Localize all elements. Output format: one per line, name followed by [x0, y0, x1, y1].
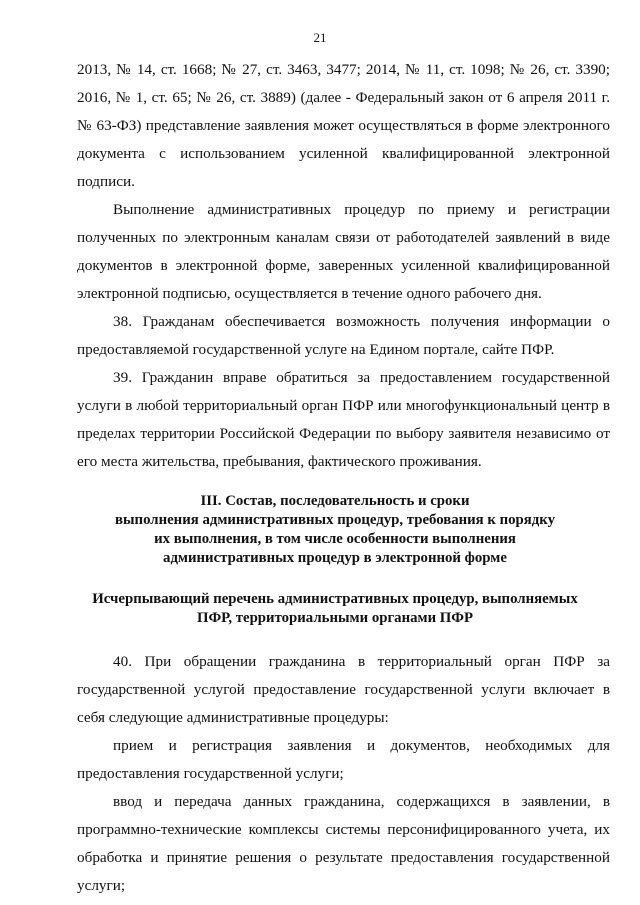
text-line: прием и регистрация заявления и документов, необходимых для	[113, 737, 610, 754]
text-line: 40. При обращении гражданина в территориальный орган ПФР за	[113, 653, 610, 670]
text-line: его места жительства, пребывания, фактического проживания.	[77, 453, 482, 470]
section-heading: III. Состав, последовательность и сроки	[200, 493, 470, 509]
text-line: государственной услугой предоставление государственной услуги включает в	[77, 681, 610, 698]
text-line: пределах территории Российской Федерации по выбору заявителя независимо от	[77, 425, 610, 442]
section-heading: административных процедур в электронной форме	[163, 550, 507, 566]
text-line: 39. Гражданин вправе обратиться за предоставлением государственной	[113, 369, 610, 386]
subheading: ПФР, территориальными органами ПФР	[196, 610, 474, 626]
text-line: Выполнение административных процедур по приему и регистрации	[113, 201, 610, 218]
text-line: предоставления государственной услуги;	[77, 765, 344, 782]
text-line: 2016, № 1, ст. 65; № 26, ст. 3889) (далее - Федеральный закон от 6 апреля 2011 г.	[77, 89, 610, 106]
text-line: № 63-ФЗ) представление заявления может осуществляться в форме электронного	[77, 117, 610, 134]
section-heading: их выполнения, в том числе особенности выполнения	[154, 531, 516, 547]
text-line: 38. Гражданам обеспечивается возможность получения информации о	[113, 313, 610, 330]
text-line: услуги в любой территориальный орган ПФР или многофункциональный центр в	[77, 397, 610, 414]
text-line: ввод и передача данных гражданина, содержащихся в заявлении, в	[113, 793, 610, 810]
text-line: документов в электронной форме, заверенных усиленной квалифицированной	[77, 257, 610, 274]
text-line: услуги;	[77, 877, 126, 894]
section-heading: выполнения административных процедур, требования к порядку	[115, 512, 555, 528]
text-line: подписи.	[77, 173, 135, 190]
text-line: предоставляемой государственной услуге на Едином портале, сайте ПФР.	[77, 341, 555, 358]
text-line: программно-технические комплексы системы персонифицированного учета, их	[77, 821, 610, 838]
page-number: 21	[313, 30, 327, 45]
text-line: себя следующие административные процедуры:	[77, 709, 389, 726]
text-line: обработка и принятие решения о результате предоставления государственной	[77, 849, 610, 866]
text-line: документа с использованием усиленной квалифицированной электронной	[77, 145, 610, 162]
text-line: полученных по электронным каналам связи от работодателей заявлений в виде	[77, 229, 610, 246]
text-line: 2013, № 14, ст. 1668; № 27, ст. 3463, 3477; 2014, № 11, ст. 1098; № 26, ст. 3390;	[77, 61, 610, 78]
subheading: Исчерпывающий перечень административных процедур, выполняемых	[92, 591, 578, 607]
text-line: электронной подписью, осуществляется в течение одного рабочего дня.	[77, 285, 542, 302]
